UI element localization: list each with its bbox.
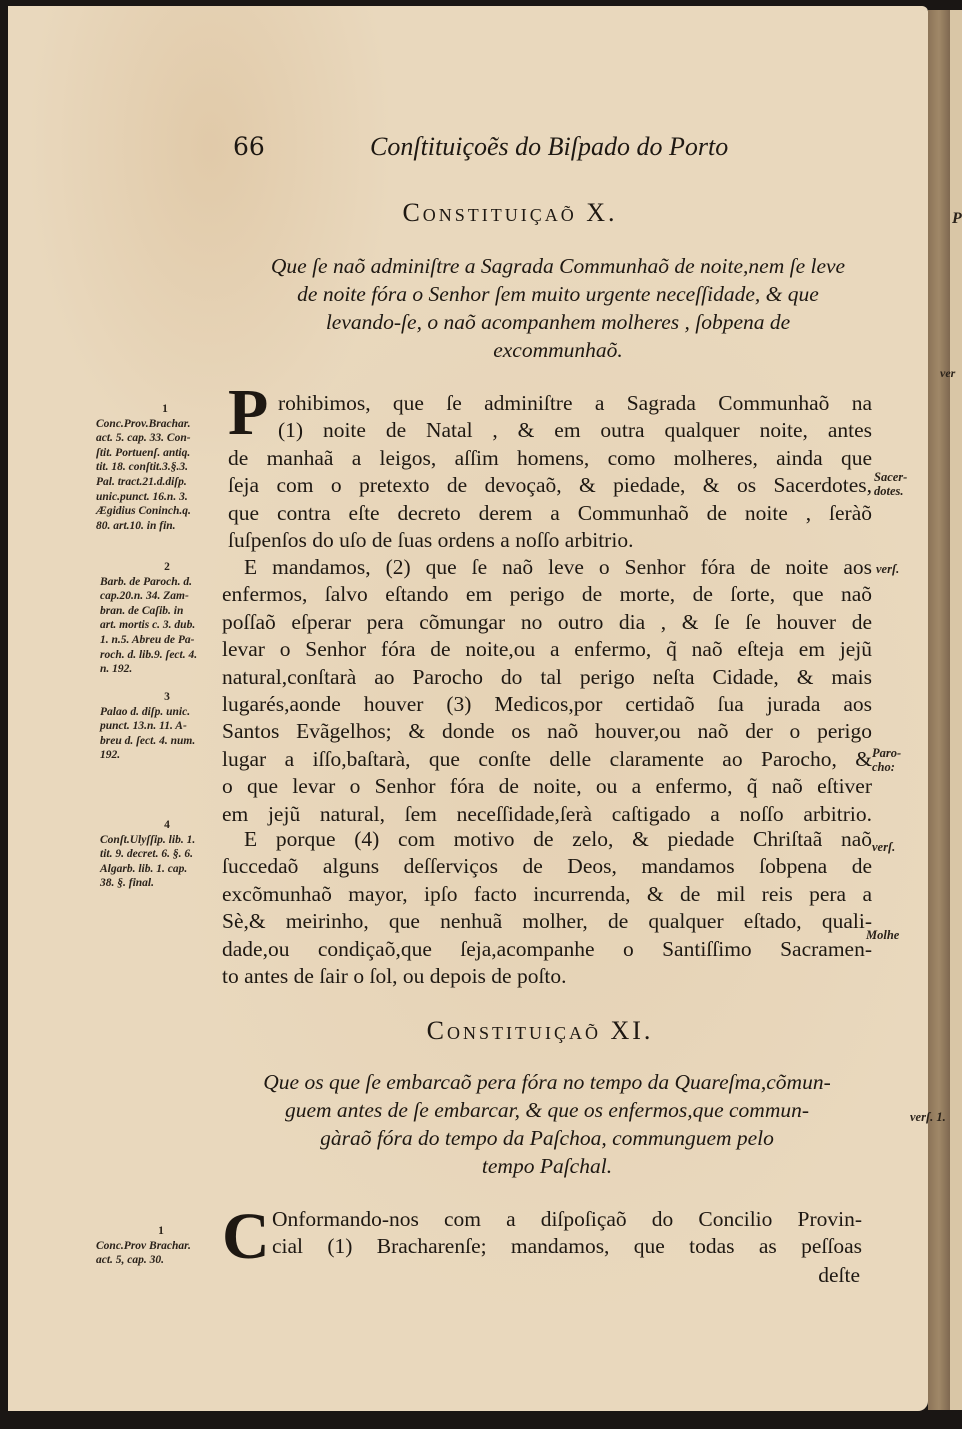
note-line: Ægidius Coninch.q.: [96, 505, 191, 518]
section-summary-x: [228, 252, 888, 364]
note-line: breu d. ſect. 4. num.: [100, 734, 196, 747]
note-line: 38. §. final.: [100, 877, 154, 890]
section-summary-xi: [222, 1068, 872, 1180]
margin-note: [96, 402, 234, 533]
note-line: cap.20.n. 34. Zam-: [100, 590, 189, 603]
summary-line: excommunhaõ.: [493, 338, 623, 362]
note-line: Barb. de Paroch. d.: [100, 575, 192, 588]
note-line: tit. 18. conſtit.3.§.3.: [96, 461, 188, 474]
text-line: E porque (4) com motivo de zelo, & piedade Chriſtaã naõ: [244, 827, 872, 851]
text-line: Santos Evãgelhos; & donde os naõ houver,ou naõ der o perigo: [222, 719, 872, 744]
text-line: to antes de ſair o ſol, ou depois de poſto.: [222, 963, 567, 988]
facing-page-fragment: P: [952, 210, 962, 227]
paragraph: [228, 445, 872, 555]
catchword: deſte: [818, 1263, 860, 1287]
note-number: 1: [162, 403, 168, 415]
text-line: ſuſpenſos do uſo de ſuas ordens a noſſo arbitrio.: [228, 527, 634, 552]
side-note: verſ. 1.: [910, 1110, 946, 1124]
text-line: Onformando-nos com a diſpoſiçaõ do Concilio Provin-: [272, 1207, 862, 1231]
paragraph: [272, 1206, 862, 1261]
margin-note: [100, 690, 234, 763]
text-line: dade,ou condiçaõ,que ſeja,acompanhe o Santiſſimo Sacramen-: [222, 936, 872, 961]
running-header: [230, 130, 760, 166]
text-line: poſſaõ eſperar pera cõmungar no outro dia , & ſe ſe houver de: [222, 609, 872, 634]
paragraph: [278, 390, 872, 445]
note-number: 4: [164, 819, 170, 831]
note-line: art. mortis c. 3. dub.: [100, 619, 196, 632]
margin-note: [100, 818, 234, 891]
note-line: Palao d. diſp. unic.: [100, 705, 191, 718]
note-line: act. 5, cap. 30.: [96, 1254, 165, 1267]
text-line: E mandamos, (2) que ſe naõ leve o Senhor fóra de noite aos: [244, 555, 872, 579]
note-number: 1: [158, 1225, 164, 1237]
text-line: lugar a iſſo,baſtarà, que conſte delle claramente ao Parocho, &: [222, 746, 872, 771]
note-line: 1. n.5. Abreu de Pa-: [100, 633, 195, 646]
text-line: rohibimos, que ſe adminiſtre a Sagrada Communhaõ na: [278, 391, 872, 415]
note-line: punct. 13.n. 11. A-: [100, 720, 187, 733]
note-line: Algarb. lib. 1. cap.: [100, 862, 188, 875]
text-line: lugarés,aonde houver (3) Medicos,por certidaõ ſua jurada aos: [222, 691, 872, 716]
text-line: levar o Senhor fóra de noite,ou a enfermo, q̃ naõ eſteja em jejũ: [222, 637, 872, 662]
note-line: unic.punct. 16.n. 3.: [96, 490, 188, 503]
paragraph: [222, 826, 872, 990]
text-line: (1) noite de Natal , & em outra qualquer noite, antes: [278, 418, 872, 443]
summary-line: Que os que ſe embarcaõ pera fóra no tempo da Quareſma,cõmun-: [263, 1070, 831, 1094]
margin-note: [100, 560, 234, 677]
text-line: ſuccedaõ alguns deſſerviços de Deos, mandamos ſobpena de: [222, 854, 872, 879]
summary-line: de noite fóra o Senhor ſem muito urgente neceſſidade, & que: [297, 282, 819, 306]
summary-line: Que ſe naõ adminiſtre a Sagrada Communhaõ de noite,nem ſe leve: [270, 254, 846, 278]
note-line: dotes.: [874, 484, 904, 498]
text-line: de manhaã a leigos, aſſim homens, como molheres, ainda que: [228, 445, 872, 470]
note-line: n. 192.: [100, 663, 133, 676]
note-line: roch. d. lib.9. ſect. 4.: [100, 648, 198, 661]
drop-cap: P: [228, 376, 269, 449]
note-line: Sacer-: [874, 470, 908, 484]
summary-line: levando-ſe, o naõ acompanhem molheres , ſobpena de: [325, 310, 791, 334]
note-number: 2: [164, 561, 170, 573]
text-line: em jejũ natural, ſem neceſſidade,ſerà caſtigado a noſſo arbitrio.: [222, 801, 872, 826]
note-line: 80. art.10. in fin.: [96, 519, 176, 532]
text-line: enfermos, ſalvo eſtando em perigo de morte, de ſorte, que naõ: [222, 582, 872, 607]
margin-note: [96, 1224, 226, 1268]
note-line: ſtit. Portuenſ. antiq.: [96, 446, 191, 459]
book-gutter: [928, 10, 950, 1410]
note-line: act. 5. cap. 33. Con-: [96, 432, 191, 445]
text-line: o que levar o Senhor fóra de noite, ou a enfermo, q̃ naõ eſtiver: [222, 774, 872, 799]
paragraph: [222, 554, 872, 828]
summary-line: tempo Paſchal.: [481, 1154, 613, 1178]
text-line: que contra eſte decreto derem a Communhaõ de noite , ſeràõ: [228, 500, 872, 525]
page-number: 66: [233, 132, 265, 161]
running-title: Conſtituiçoẽs do Biſpado do Porto: [370, 132, 729, 161]
text-line: cial (1) Bracharenſe; mandamos, que todas as peſſoas: [272, 1234, 862, 1259]
note-line: Pal. tract.21.d.diſp.: [96, 475, 187, 488]
note-line: cho:: [872, 760, 895, 774]
note-line: bran. de Caſib. in: [100, 604, 184, 617]
section-title-xi: Constituiçaõ XI.: [426, 1016, 654, 1045]
text-line: natural,conſtarà ao Parocho do tal perigo neſta Cidade, & mais: [222, 664, 872, 689]
note-line: Paro-: [872, 746, 902, 760]
side-note: [874, 470, 907, 498]
note-line: Conſt.Ulyſſip. lib. 1.: [100, 833, 196, 846]
side-note: Molhe: [866, 928, 900, 942]
text-line: Sè,& meirinho, que nenhuã molher, de qualquer eſtado, quali-: [222, 909, 872, 934]
text-line: ſeja com o pretexto de devoçaõ, & piedade, & os Sacerdotes,: [228, 473, 872, 498]
note-line: 192.: [100, 749, 121, 762]
drop-cap: C: [222, 1200, 270, 1273]
facing-page-fragment: ver: [940, 366, 956, 380]
side-note: verſ.: [872, 840, 896, 854]
note-line: Conc.Prov.Brachar.: [96, 417, 191, 430]
note-line: Conc.Prov Brachar.: [96, 1239, 191, 1252]
summary-line: guem antes de ſe embarcar, & que os enfermos,que commun-: [284, 1098, 810, 1122]
side-note: [872, 746, 901, 774]
summary-line: gàraõ fóra do tempo da Paſchoa, communguem pelo: [320, 1126, 774, 1150]
note-number: 3: [164, 691, 170, 703]
note-line: tit. 9. decret. 6. §. 6.: [100, 848, 193, 861]
text-line: excõmunhaõ mayor, ipſo facto incurrenda, & de mil reis pera a: [222, 881, 872, 906]
section-title-x: Constituiçaõ X.: [402, 198, 618, 227]
side-note: verſ.: [876, 562, 900, 576]
